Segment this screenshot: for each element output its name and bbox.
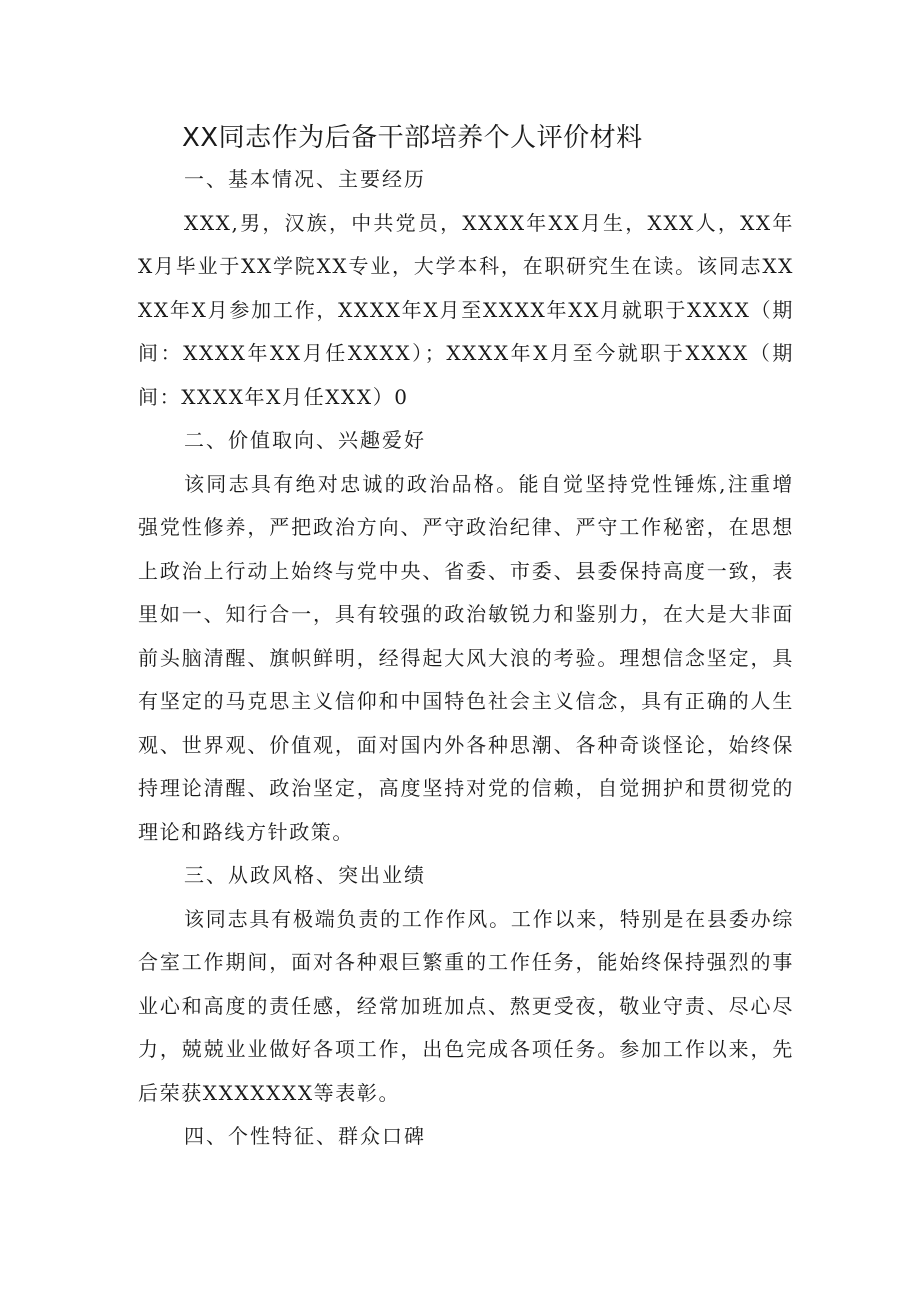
document-title: XX同志作为后备干部培养个人评价材料 xyxy=(182,123,643,153)
section-paragraph-values: 该同志具有绝对忠诚的政治品格。能自觉坚持党性锤炼,注重增强党性修养，严把政治方向、严守政治纪律、严守工作秘密，在思想上政治上行动上始终与党中央、省委、市委、县委保持高度一致，表里如一、知行合一，具有较强的政治敏锐力和鉴别力，在大是大非面前头脑清醒、旗帜鲜明，经得起大风大浪的考验。理想信念坚定，具有坚定的马克思主义信仰和中国特色社会主义信念，具有正确的人生观、世界观、价值观，面对国内外各种思潮、各种奇谈怪论，始终保持理论清醒、政治坚定，高度坚持对党的信赖，自觉拥护和贯彻党的理论和路线方针政策。 xyxy=(138,471,794,844)
section-paragraph-work-style: 该同志具有极端负责的工作作风。工作以来，特别是在县委办综合室工作期间，面对各种艰巨繁重的工作任务，能始终保持强烈的事业心和高度的责任感，经常加班加点、熬更受夜，敬业守责、尽心尽力，兢兢业业做好各项工作，出色完成各项任务。参加工作以来，先后荣获XXXXXXX等表彰。 xyxy=(138,906,794,1105)
section-heading-basic-info: 一、基本情况、主要经历 xyxy=(184,167,426,191)
section-paragraph-basic-info: XXX,男，汉族，中共党员，XXXX年XX月生，XXX人，XX年X月毕业于XX学院XX专业，大学本科，在职研究生在读。该同志XXXX年X月参加工作，XXXX年X月至XXXX年XX月就职于XXXX（期间：XXXX年XX月任XXXX）；XXXX年X月至今就职于XXXX（期间：XXXX年X月任XXX）0 xyxy=(138,210,794,409)
document-page xyxy=(138,118,794,1159)
section-heading-personality: 四、个性特征、群众口碑 xyxy=(184,1124,426,1148)
section-heading-values: 二、价值取向、兴趣爱好 xyxy=(184,428,426,452)
section-heading-work-style: 三、从政风格、突出业绩 xyxy=(184,863,426,887)
